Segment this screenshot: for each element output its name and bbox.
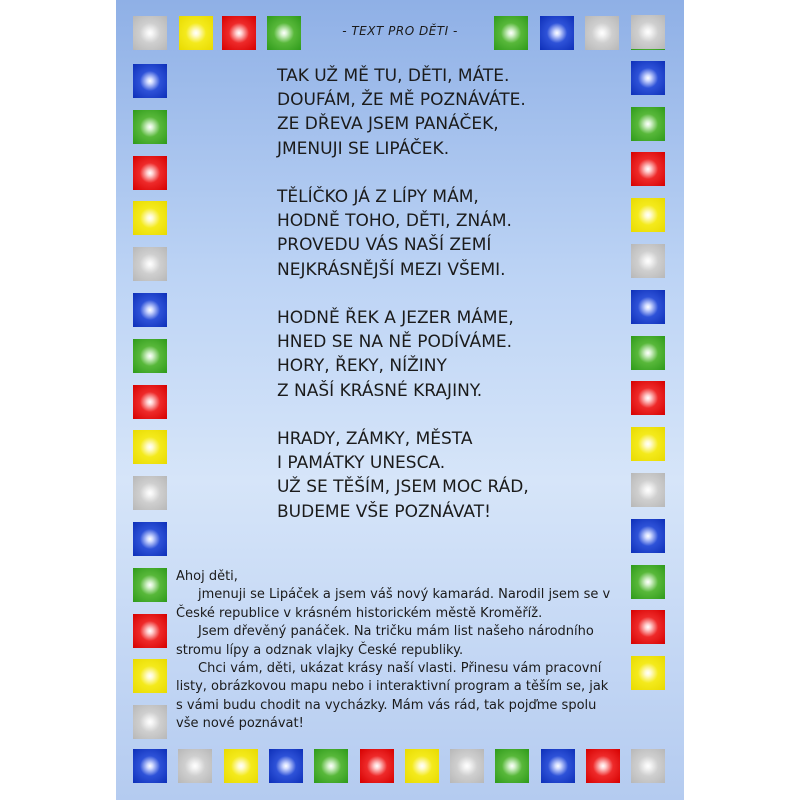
bottom-tile-grey xyxy=(450,749,484,783)
bottom-tile-blue xyxy=(133,749,167,783)
left-tile-red xyxy=(133,385,167,419)
left-tile-green xyxy=(133,110,167,144)
bottom-tile-blue xyxy=(541,749,575,783)
worksheet-page xyxy=(116,0,684,800)
left-tile-grey xyxy=(133,247,167,281)
poem-stanza xyxy=(277,427,597,524)
left-tile-blue xyxy=(133,522,167,556)
intro-paragraph: jmenuji se Lipáček a jsem váš nový kamarád. Narodil jsem se v České republice v krásném historickém městě Kroměříž. xyxy=(176,587,611,621)
bottom-tile-yellow xyxy=(224,749,258,783)
page-header: - TEXT PRO DĚTI - xyxy=(342,24,458,38)
poem-line: HRADY, ZÁMKY, MĚSTA xyxy=(277,429,473,449)
right-tile-red xyxy=(631,381,665,415)
left-tile-green xyxy=(133,339,167,373)
intro-greeting: Ahoj děti, xyxy=(176,569,238,584)
bottom-tile-grey xyxy=(631,749,665,783)
bottom-tile-red xyxy=(360,749,394,783)
right-tile-green xyxy=(631,336,665,370)
left-tile-red xyxy=(133,614,167,648)
poem-line: HODNĚ ŘEK A JEZER MÁME, xyxy=(277,308,514,328)
right-tile-red xyxy=(631,152,665,186)
poem-line: PROVEDU VÁS NAŠÍ ZEMÍ xyxy=(277,235,492,256)
intro-paragraph: Jsem dřevěný panáček. Na tričku mám list našeho národního stromu lípy a odznak vlajky České republiky. xyxy=(176,624,594,658)
right-tile-green xyxy=(631,565,665,599)
poem-line: DOUFÁM, ŽE MĚ POZNÁVÁTE. xyxy=(277,90,526,111)
left-tile-red xyxy=(133,156,167,190)
right-tile-blue xyxy=(631,290,665,324)
poem-line: UŽ SE TĚŠÍM, JSEM MOC RÁD, xyxy=(277,477,529,498)
poem-stanza xyxy=(277,306,597,403)
bottom-tile-blue xyxy=(269,749,303,783)
right-tile-grey xyxy=(631,244,665,278)
left-tile-yellow xyxy=(133,430,167,464)
poem xyxy=(277,64,597,548)
right-tile-red xyxy=(631,610,665,644)
right-tile-yellow xyxy=(631,656,665,690)
poem-line: HODNĚ TOHO, DĚTI, ZNÁM. xyxy=(277,211,512,232)
poem-line: I PAMÁTKY UNESCA. xyxy=(277,453,446,474)
left-tile-yellow xyxy=(133,659,167,693)
poem-line: NEJKRÁSNĚJŠÍ MEZI VŠEMI. xyxy=(277,259,506,280)
right-tile-blue xyxy=(631,519,665,553)
left-tile-grey xyxy=(133,476,167,510)
right-tile-green xyxy=(631,107,665,141)
poem-line: HNED SE NA NĚ PODÍVÁME. xyxy=(277,332,513,353)
bottom-tile-green xyxy=(314,749,348,783)
left-tile-blue xyxy=(133,293,167,327)
intro-text xyxy=(176,568,616,734)
bottom-tile-grey xyxy=(178,749,212,783)
right-tile-yellow xyxy=(631,427,665,461)
left-tile-green xyxy=(133,568,167,602)
poem-stanza xyxy=(277,64,597,161)
poem-line: BUDEME VŠE POZNÁVAT! xyxy=(277,501,491,522)
bottom-tile-yellow xyxy=(405,749,439,783)
left-tile-grey xyxy=(133,705,167,739)
right-tile-yellow xyxy=(631,198,665,232)
bottom-tile-red xyxy=(586,749,620,783)
right-tile-blue xyxy=(631,61,665,95)
intro-paragraph: Chci vám, děti, ukázat krásy naší vlasti. Přinesu vám pracovní listy, obrázkovou mapu nebo i interaktivní program a těším se, jak s vámi budu chodit na vycházky. Mám vás rád, tak pojďme spolu vše nové poznávat! xyxy=(176,661,609,732)
poem-stanza xyxy=(277,185,597,282)
left-tile-blue xyxy=(133,64,167,98)
poem-line: HORY, ŘEKY, NÍŽINY xyxy=(277,356,447,377)
right-tile-grey xyxy=(631,473,665,507)
poem-line: Z NAŠÍ KRÁSNÉ KRAJINY. xyxy=(277,380,483,401)
bottom-tile-green xyxy=(495,749,529,783)
poem-line: JMENUJI SE LIPÁČEK. xyxy=(277,138,450,159)
poem-line: ZE DŘEVA JSEM PANÁČEK, xyxy=(277,114,499,135)
poem-line: TAK UŽ MĚ TU, DĚTI, MÁTE. xyxy=(277,66,510,86)
left-tile-yellow xyxy=(133,201,167,235)
poem-line: TĚLÍČKO JÁ Z LÍPY MÁM, xyxy=(277,187,479,207)
